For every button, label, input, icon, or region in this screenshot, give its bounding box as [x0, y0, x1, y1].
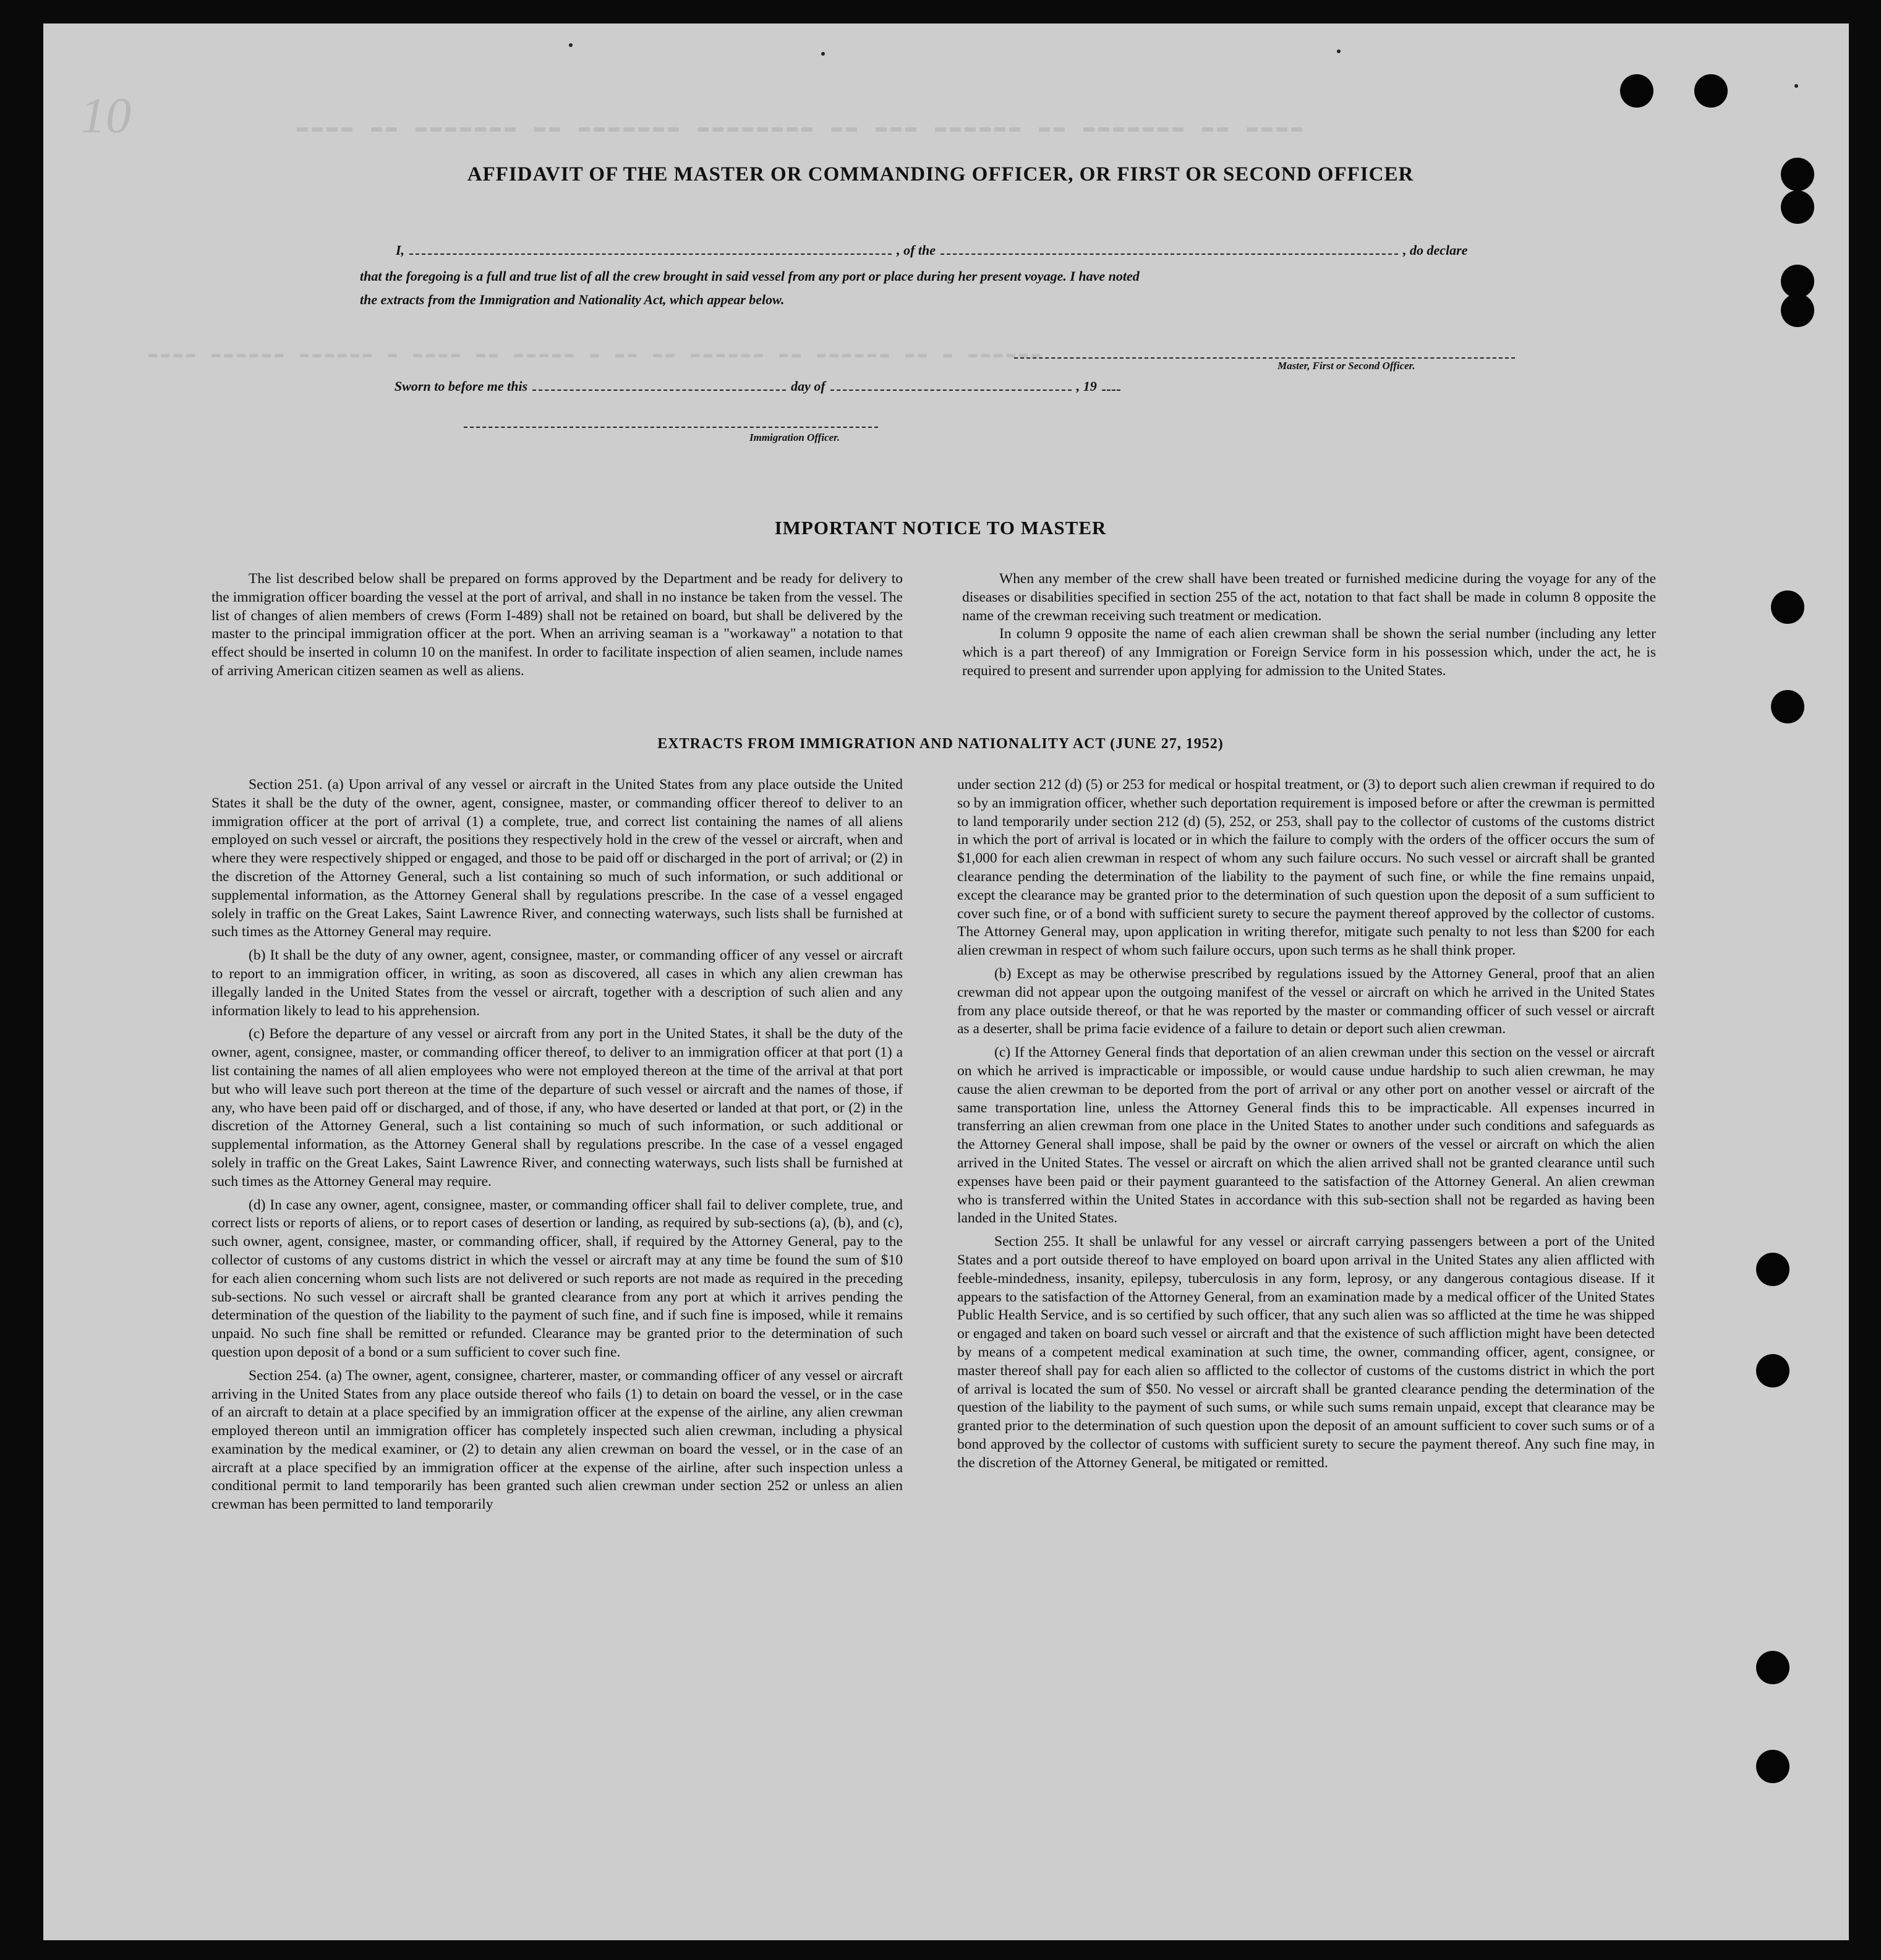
- affidavit-text-line: the extracts from the Immigration and Nationality Act, which appear below.: [360, 292, 785, 307]
- binder-hole-icon: [1781, 265, 1814, 298]
- section-paragraph: (b) Except as may be otherwise prescribed by regulations issued by the Attorney General, proof that an alien crewman did not appear upon the outgoing manifest of the vessel or aircraft on which he arrived in the United States from any place outside thereof, or that he was reported by the master or commanding officer of such vessel or aircraft as a deserter, shall be prima facie evidence of a failure to detain or deport such alien crewman.: [957, 965, 1655, 1038]
- extracts-title: EXTRACTS FROM IMMIGRATION AND NATIONALITY ACT (JUNE 27, 1952): [657, 736, 1224, 752]
- section-paragraph: under section 212 (d) (5) or 253 for medical or hospital treatment, or (3) to deport such alien crewman if required to do so by an immigration officer, whether such deportation requirement is imposed before or after the crewman is permitted to land temporarily under section 212 (d) (5), 252, or 253, shall pay to the collector of customs of the customs district in which the port of arrival is located or in which the failure to comply with the orders of the officer occurs the sum of $1,000 for each alien crewman in respect of whom any such failure occurs. No such vessel or aircraft shall be granted clearance pending the determination of the liability to the payment of such fine, or while the fine remains unpaid, except the clearance may be granted prior to the determination of such question upon the deposit of a sum sufficient to cover such fine, or of a bond with sufficient surety to secure the payment thereof approved by the collector of customs. The Attorney General may, upon application in writing therefor, mitigate such penalty to not less than $200 for each alien crewman in respect of whom such failure occurs, upon such terms as he shall think proper.: [957, 777, 1655, 959]
- speck-mark: [569, 43, 573, 47]
- do-declare-label: , do declare: [1403, 242, 1468, 258]
- notice-paragraph: The list described below shall be prepared on forms approved by the Department and be ready for delivery to the immigration officer boarding the vessel at the port of arrival, and shall in no instance be taken from the vessel. The list of changes of alien members of crews (Form I-489) shall not be retained on board, but shall be delivered by the master to the principal immigration officer at the port. When an arriving seaman is a "workaway" a notation to that effect should be inserted in column 10 on the manifest. In order to facilitate inspection of alien seamen, include names of arriving American citizen seamen as well as aliens.: [211, 571, 903, 679]
- section-paragraph: Section 251. (a) Upon arrival of any vessel or aircraft in the United States from any place outside the United States it shall be the duty of the owner, agent, consignee, master, or commanding officer thereof to deliver to an immigration officer at the port of arrival (1) a complete, true, and correct list containing the names of all aliens employed on such vessel or aircraft, the positions they respectively hold in the crew of the vessel or aircraft, when and where they were respectively shipped or engaged, and those to be paid off or discharged in the port of arrival; or (2) in the discretion of the Attorney General, such a list containing so much of such information, or such additional or supplemental information, as the Attorney General shall by regulations prescribe. In the case of a vessel engaged solely in traffic on the Great Lakes, Saint Lawrence River, and connecting waterways, such lists shall be furnished at such times as the Attorney General may require.: [211, 777, 903, 940]
- sworn-line: [395, 378, 1125, 394]
- officer-signature-label: Immigration Officer.: [749, 432, 840, 443]
- binder-hole-icon: [1781, 190, 1814, 224]
- speck-mark: [1337, 49, 1341, 53]
- notice-title: IMPORTANT NOTICE TO MASTER: [774, 517, 1107, 539]
- binder-hole-icon: [1694, 74, 1728, 108]
- binder-hole-icon: [1756, 1253, 1789, 1286]
- binder-hole-icon: [1756, 1354, 1789, 1387]
- notice-paragraph: When any member of the crew shall have been treated or furnished medicine during the voyage for any of the diseases or disabilities specified in section 255 of the act, notation to that fact shall be made in column 8 opposite the name of the crewman receiving such treatment or medication.: [962, 571, 1656, 624]
- extracts-left-column: [211, 776, 903, 1519]
- sworn-year-blank: [1102, 390, 1120, 391]
- name-blank: [409, 254, 892, 255]
- master-signature-label: Master, First or Second Officer.: [1277, 360, 1415, 372]
- notice-paragraph: In column 9 opposite the name of each alien crewman shall be shown the serial number (including any letter which is a part thereof) of any Immigration or Foreign Service form in his possession which, under the act, he is required to present and surrender upon applying for admission to the United States.: [962, 626, 1656, 679]
- bleed-through-text: ▬▬▬▬ ▬▬▬▬▬▬ ▬▬▬▬▬▬ ▬ ▬▬▬▬ ▬▬ ▬▬▬▬▬ ▬ ▬▬ ▬▬ ▬▬▬▬▬▬ ▬▬ ▬▬▬▬▬▬ ▬▬ ▬ ▬▬▬▬▬▬: [148, 346, 1044, 363]
- notice-right-column: [962, 570, 1656, 681]
- binder-hole-icon: [1756, 1750, 1789, 1783]
- affidavit-text-line: that the foregoing is a full and true list of all the crew brought in said vessel from any port or place during her present voyage. I have noted: [360, 268, 1140, 284]
- binder-hole-icon: [1620, 74, 1653, 108]
- binder-hole-icon: [1781, 294, 1814, 327]
- affidavit-title: AFFIDAVIT OF THE MASTER OR COMMANDING OFFICER, OR FIRST OR SECOND OFFICER: [467, 163, 1414, 185]
- section-paragraph: Section 254. (a) The owner, agent, consignee, charterer, master, or commanding officer of any vessel or aircraft arriving in the United States from any place outside thereof who fails (1) to detain on board the vessel, or in the case of an aircraft to detain at a place specified by an immigration officer at the expense of the airline, any alien crewman employed thereon until an immigration officer has completely inspected such alien crewman, including a physical examination by the medical examiner, or (2) to detain any alien crewman on board the vessel, or in the case of an aircraft at a place specified by an immigration officer at the expense of the airline, after such inspection unless a conditional permit to land temporarily has been granted such alien crewman under section 252 or unless an alien crewman has been permitted to land temporarily: [211, 1367, 903, 1513]
- sworn-day-blank: [532, 390, 786, 391]
- year-label: , 19: [1076, 378, 1097, 394]
- section-paragraph: (b) It shall be the duty of any owner, agent, consignee, master, or commanding officer of any vessel or aircraft to report to an immigration officer, in writing, as soon as discovered, all cases in which any alien crewman has illegally landed in the United States from the vessel or aircraft, together with a description of such alien and any information likely to lead to his apprehension.: [211, 947, 903, 1019]
- sworn-label: Sworn to before me this: [395, 378, 528, 394]
- i-label: I,: [396, 242, 405, 258]
- master-signature-line: [1014, 357, 1515, 359]
- notice-left-column: [211, 570, 903, 681]
- binder-hole-icon: [1771, 690, 1804, 723]
- binder-hole-icon: [1771, 590, 1804, 624]
- vessel-blank: [941, 254, 1398, 255]
- section-paragraph: (d) In case any owner, agent, consignee, master, or commanding officer shall fail to deliver complete, true, and correct lists or reports of aliens, or to report cases of desertion or landing, as required by sub-sections (a), (b), and (c), such owner, agent, consignee, master, or commanding officer, shall, if required by the Attorney General, pay to the collector of customs of any customs district in which the vessel or aircraft may at any time be found the sum of $10 for each alien concerning whom such lists are not delivered or such reports are not made as required in the preceding sub-sections. No such vessel or aircraft shall be granted clearance from any port at which it arrives pending the determination of the question of the liability to the payment of such fine, and if such fine is imposed, while it remains unpaid. No such fine shall be remitted or refunded. Clearance may be granted prior to the determination of such question upon deposit of a bond or a sum sufficient to cover such fine.: [211, 1196, 903, 1360]
- binder-hole-icon: [1756, 1651, 1789, 1684]
- affidavit-declaration-line: [396, 242, 1467, 258]
- speck-mark: [821, 52, 825, 56]
- of-the-label: , of the: [897, 242, 936, 258]
- section-paragraph: (c) If the Attorney General finds that deportation of an alien crewman under this section on the vessel or aircraft on which he arrived is impracticable or impossible, or would cause undue hardship to such alien crewman, he may cause the alien crewman to be deported from the port of arrival or any other port on another vessel or aircraft of the same transportation line, unless the Attorney General finds this to be impracticable. All expenses incurred in transferring an alien crewman from one place in the United States to another under such conditions and safeguards as the Attorney General shall impose, shall be paid by the owner or owners of the vessel or aircraft on which the alien arrived in the United States. The vessel or aircraft on which the alien arrived shall not be granted clearance until such expenses have been paid or their payment guaranteed to the satisfaction of the Attorney General. An alien crewman who is transferred within the United States in accordance with this sub-section shall not be regarded as having been landed in the United States.: [957, 1044, 1655, 1227]
- extracts-right-column: [957, 776, 1655, 1477]
- speck-mark: [1794, 84, 1798, 88]
- officer-signature-line: [464, 427, 878, 428]
- section-paragraph: Section 255. It shall be unlawful for any vessel or aircraft carrying passengers between a port of the United States and a port outside thereof to have employed on board upon arrival in the United States any alien afflicted with feeble-mindedness, insanity, epilepsy, tuberculosis in any form, leprosy, or any dangerous contagious disease. If it appears to the satisfaction of the Attorney General, from an examination made by a medical officer of the United States Public Health Service, and is so certified by such officer, that any such alien was so afflicted at the time he was shipped or engaged and taken on board such vessel or aircraft and that the existence of such affliction might have been detected by means of a competent medical examination at such time, the owner, commanding officer, agent, consignee, or master thereof shall pay for each alien so afflicted to the collector of customs of the customs district in which the port of arrival is located the sum of $50. No vessel or aircraft shall be granted clearance pending the determination of the question of the liability to the payment of such sums, or while such sums remain unpaid, except that clearance may be granted prior to the determination of such question upon the deposit of an amount sufficient to cover such sums or of a bond approved by the collector of customs with sufficient surety to secure the payment thereof. Any such fine may, in the discretion of the Attorney General, be mitigated or remitted.: [957, 1234, 1655, 1471]
- day-of-label: day of: [791, 378, 825, 394]
- section-paragraph: (c) Before the departure of any vessel or aircraft from any port in the United States, it shall be the duty of the owner, agent, consignee, master, or commanding officer thereof, to deliver to an immigration officer at that port (1) a list containing the names of all alien employees who were not employed thereon at the time of the arrival at that port but who will leave such port thereon at the time of the departure of such vessel or aircraft and the names of those, if any, who have been paid off or discharged, and of those, if any, who have deserted or landed at that port, or (2) in the discretion of the Attorney General, such a list containing so much of such information, or such additional or supplemental information, as the Attorney General shall by regulations prescribe. In the case of a vessel engaged solely in traffic on the Great Lakes, Saint Lawrence River, and connecting waterways, such lists shall be furnished at such times as the Attorney General may require.: [211, 1026, 903, 1190]
- sworn-month-blank: [830, 390, 1072, 391]
- bleed-through-text: ▬▬▬▬ ▬▬ ▬▬▬▬▬▬▬ ▬▬ ▬▬▬▬▬▬▬ ▬▬▬▬▬▬▬▬ ▬▬ ▬▬▬ ▬▬▬▬▬▬ ▬▬ ▬▬▬▬▬▬▬ ▬▬ ▬▬▬▬: [297, 117, 1307, 138]
- page-number: 10: [80, 87, 131, 143]
